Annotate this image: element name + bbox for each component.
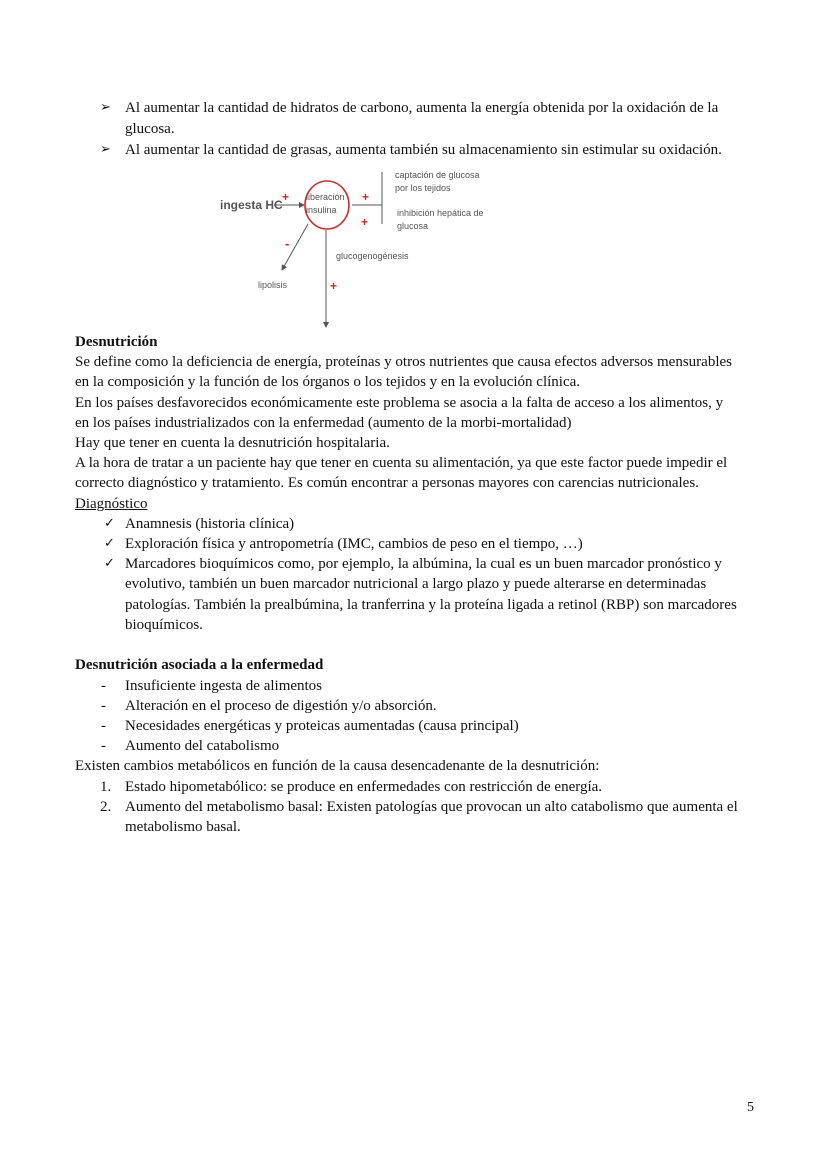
checkmark-icon: ✓ [104, 536, 115, 551]
diagnostico-heading: Diagnóstico [75, 496, 148, 512]
plus-sign: + [330, 279, 338, 293]
arrowhead-bullet-icon: ➢ [100, 100, 111, 115]
diagnostico-item-2: Exploración física y antropometría (IMC, cambios de peso en el tiempo, …) [125, 536, 583, 552]
numbered-item-2: Aumento del metabolismo basal: Existen patologías que provocan un alto catabolismo que aumenta el [125, 799, 738, 815]
dash-bullet: - [101, 718, 106, 734]
diagnostico-item-3-cont: bioquímicos. [125, 617, 203, 633]
minus-sign: - [285, 236, 290, 251]
intro-bullet-1-cont: glucosa. [125, 121, 175, 137]
desnutricion-line-1: Se define como la deficiencia de energía, proteínas y otros nutrientes que causa efectos adversos mensurables [75, 354, 732, 370]
lipolisis-label: lipolisis [258, 280, 288, 290]
desnutricion-line-5: Hay que tener en cuenta la desnutrición hospitalaria. [75, 435, 390, 451]
checkmark-icon: ✓ [104, 516, 115, 531]
enfermedad-heading: Desnutrición asociada a la enfermedad [75, 657, 324, 673]
list-number: 2. [100, 799, 112, 815]
insulin-diagram [214, 164, 514, 334]
desnutricion-line-2: en la composición y la función de los órganos o los tejidos y en la evolución clínica. [75, 374, 581, 390]
liberacion-label-2: insulina [306, 205, 337, 215]
ingesta-label: ingesta HC [220, 198, 283, 212]
desnutricion-line-7: correcto diagnóstico y tratamiento. Es común encontrar a personas mayores con carencias nutricionales. [75, 475, 699, 491]
glucogenogenesis-label: glucogenogénesis [336, 251, 409, 261]
captacion-label-1: captación de glucosa [395, 170, 480, 180]
desnutricion-line-3: En los países desfavorecidos económicamente este problema se asocia a la falta de acceso a los alimentos, y [75, 395, 724, 411]
dash-bullet: - [101, 698, 106, 714]
desnutricion-line-6: A la hora de tratar a un paciente hay que tener en cuenta su alimentación, ya que este factor puede impedir el [75, 455, 728, 471]
checkmark-icon: ✓ [104, 556, 115, 571]
numbered-item-1: Estado hipometabólico: se produce en enfermedades con restricción de energía. [125, 779, 603, 795]
diagnostico-item-3-cont: patologías. También la prealbúmina, la tranferrina y la proteína ligada a retinol (RBP) son marcadores [125, 597, 737, 613]
diagnostico-item-3-cont: evolutivo, también un buen marcador nutricional a largo plazo y puede alterarse en determinadas [125, 576, 707, 592]
liberacion-label-1: liberación [306, 192, 345, 202]
numbered-item-2-cont: metabolismo basal. [125, 819, 241, 835]
cambios-intro: Existen cambios metabólicos en función de la causa desencadenante de la desnutrición: [75, 758, 600, 774]
dash-bullet: - [101, 678, 106, 694]
plus-sign: + [361, 215, 369, 229]
inhibicion-label-1: inhibición hepática de [397, 208, 484, 218]
page-number: 5 [747, 1100, 754, 1115]
intro-bullet-2: Al aumentar la cantidad de grasas, aumenta también su almacenamiento sin estimular su oxidación. [125, 142, 722, 158]
enfermedad-item-4: Aumento del catabolismo [125, 738, 280, 754]
enfermedad-item-2: Alteración en el proceso de digestión y/o absorción. [125, 698, 437, 714]
diagnostico-item-1: Anamnesis (historia clínica) [125, 516, 295, 532]
dash-bullet: - [101, 738, 106, 754]
enfermedad-item-1: Insuficiente ingesta de alimentos [125, 678, 323, 694]
intro-bullet-1: Al aumentar la cantidad de hidratos de carbono, aumenta la energía obtenida por la oxidación de la [125, 100, 719, 116]
inhibicion-label-2: glucosa [397, 221, 429, 231]
list-number: 1. [100, 779, 112, 795]
enfermedad-item-3: Necesidades energéticas y proteicas aumentadas (causa principal) [125, 718, 519, 734]
captacion-label-2: por los tejidos [395, 183, 451, 193]
desnutricion-line-4: en los países industrializados con la enfermedad (aumento de la morbi-mortalidad) [75, 415, 572, 431]
desnutricion-heading: Desnutrición [75, 334, 158, 350]
diagnostico-item-3: Marcadores bioquímicos como, por ejemplo, la albúmina, la cual es un buen marcador pronóstico y [125, 556, 722, 572]
arrowhead-bullet-icon: ➢ [100, 142, 111, 157]
plus-sign: + [362, 190, 370, 204]
plus-sign: + [282, 190, 290, 204]
